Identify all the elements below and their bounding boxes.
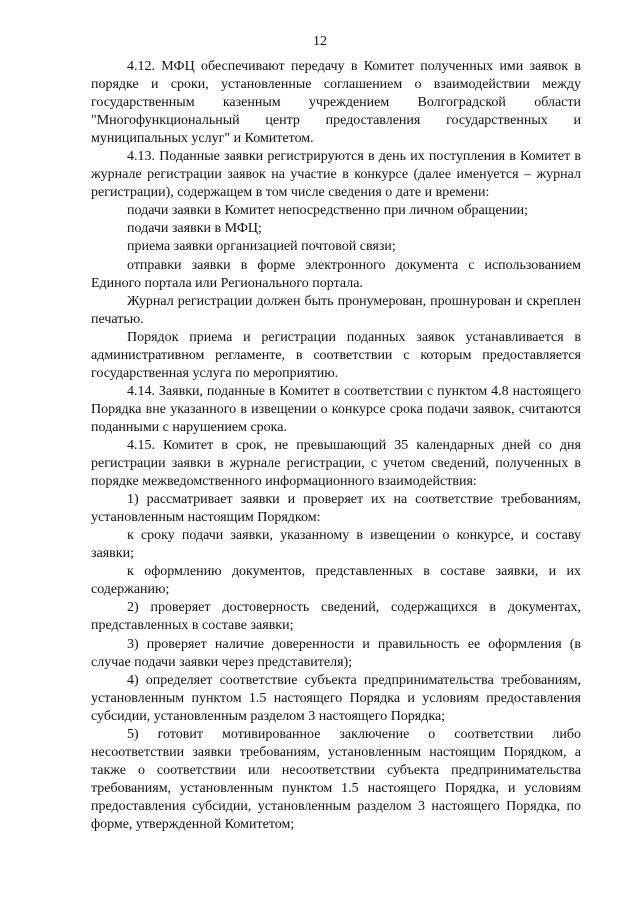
page-number: 12	[313, 34, 327, 49]
list-item-5: 5) готовит мотивированное заключение о соответствии либо несоответствии заявки требованиям, установленным настоящим Порядком, а также о соответствии или несоответствии субъекта предпринимательства требованиям, установленным пунктом 1.5 настоящего Порядка, и условиям предоставления субсидии, установленным разделом 3 настоящего Порядка, по форме, утвержденной Комитетом;	[91, 726, 581, 832]
paragraph-journal-requirements: Журнал регистрации должен быть пронумерован, прошнурован и скреплен печатью.	[91, 293, 581, 327]
sub-item-submission-deadline: к сроку подачи заявки, указанному в извещении о конкурсе, и составу заявки;	[91, 528, 581, 562]
sub-item-document-formatting: к оформлению документов, представленных в составе заявки, и их содержанию;	[91, 564, 581, 598]
paragraph-4-14: 4.14. Заявки, поданные в Комитет в соответствии с пунктом 4.8 настоящего Порядка вне указанного в извещении о конкурсе срока подачи заявок, считаются поданными с нарушением срока.	[91, 383, 581, 435]
list-item-personal-submission: подачи заявки в Комитет непосредственно при личном обращении;	[127, 203, 529, 219]
paragraph-reception-procedure: Порядок приема и регистрации поданных заявок устанавливается в административном регламенте, в соответствии с которым предоставляется государственная услуга по мероприятию.	[91, 329, 581, 381]
paragraph-4-12: 4.12. МФЦ обеспечивают передачу в Комитет полученных ими заявок в порядке и сроки, установленные соглашением о взаимодействии между государственным казенным учреждением Волгоградской области "Многофункциональный центр предоставления государственных и муниципальных услуг" и Комитетом.	[91, 59, 581, 147]
paragraph-4-13: 4.13. Поданные заявки регистрируются в день их поступления в Комитет в журнале регистрации заявок на участие в конкурсе (далее именуется – журнал регистрации), содержащем в том числе сведения о дате и времени:	[91, 149, 581, 201]
document-body	[91, 58, 581, 834]
list-item-mfc-submission: подачи заявки в МФЦ;	[127, 221, 262, 237]
list-item-2: 2) проверяет достоверность сведений, содержащихся в документах, представленных в составе заявки;	[91, 600, 581, 634]
list-item-3: 3) проверяет наличие доверенности и правильность ее оформления (в случае подачи заявки через представителя);	[91, 636, 581, 670]
list-item-1: 1) рассматривает заявки и проверяет их на соответствие требованиям, установленным настоящим Порядком:	[91, 492, 581, 526]
paragraph-4-15: 4.15. Комитет в срок, не превышающий 35 календарных дней со дня регистрации заявки в журнале регистрации, с учетом сведений, полученных в порядке межведомственного информационного взаимодействия:	[91, 437, 581, 490]
list-item-4: 4) определяет соответствие субъекта предпринимательства требованиям, установленным пунктом 1.5 настоящего Порядка и условиям предоставления субсидии, установленным разделом 3 настоящего Порядка;	[91, 672, 581, 724]
list-item-electronic-submission: отправки заявки в форме электронного документа с использованием Единого портала или Регионального портала.	[91, 257, 581, 291]
list-item-postal-submission: приема заявки организацией почтовой связи;	[127, 239, 396, 255]
